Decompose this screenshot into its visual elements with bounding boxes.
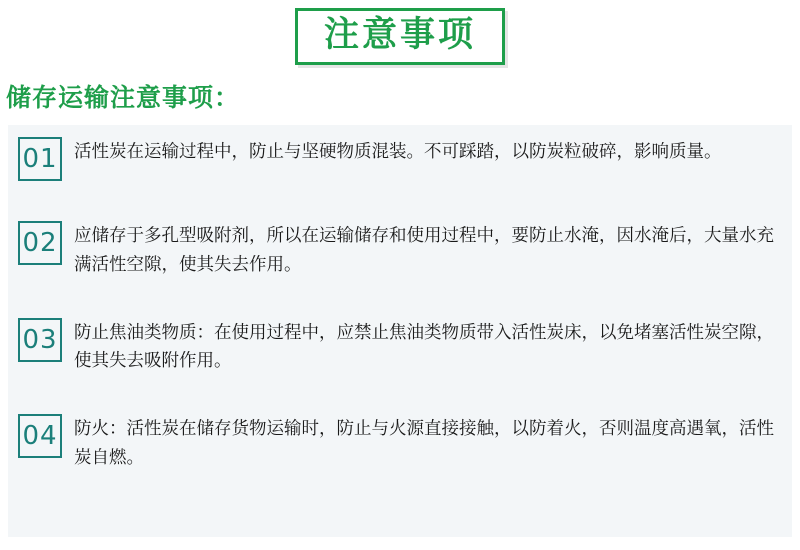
list-item	[18, 221, 778, 280]
item-number-badge: 01	[18, 137, 62, 181]
title-banner	[0, 0, 800, 65]
item-number-badge: 04	[18, 414, 62, 458]
list-item	[18, 137, 778, 181]
section-heading: 储存运输注意事项：	[6, 83, 241, 112]
item-number-badge: 03	[18, 318, 62, 362]
item-text: 活性炭在运输过程中，防止与坚硬物质混装。不可踩踏，以防炭粒破碎，影响质量。	[74, 141, 722, 162]
title-box	[295, 8, 505, 65]
item-text: 防火：活性炭在储存货物运输时，防止与火源直接接触，以防着火，否则温度高遇氧，活性炭自燃。	[74, 419, 774, 469]
list-item	[18, 318, 778, 377]
notice-list-panel	[8, 125, 792, 537]
item-text: 应储存于多孔型吸附剂，所以在运输储存和使用过程中，要防止水淹，因水淹后，大量水充满活性空隙，使其失去作用。	[74, 225, 774, 275]
item-number-badge: 02	[18, 221, 62, 265]
list-item	[18, 414, 778, 473]
page-title: 注意事项	[323, 15, 476, 55]
item-text: 防止焦油类物质：在使用过程中，应禁止焦油类物质带入活性炭床，以免堵塞活性炭空隙，使其失去吸附作用。	[74, 322, 774, 372]
